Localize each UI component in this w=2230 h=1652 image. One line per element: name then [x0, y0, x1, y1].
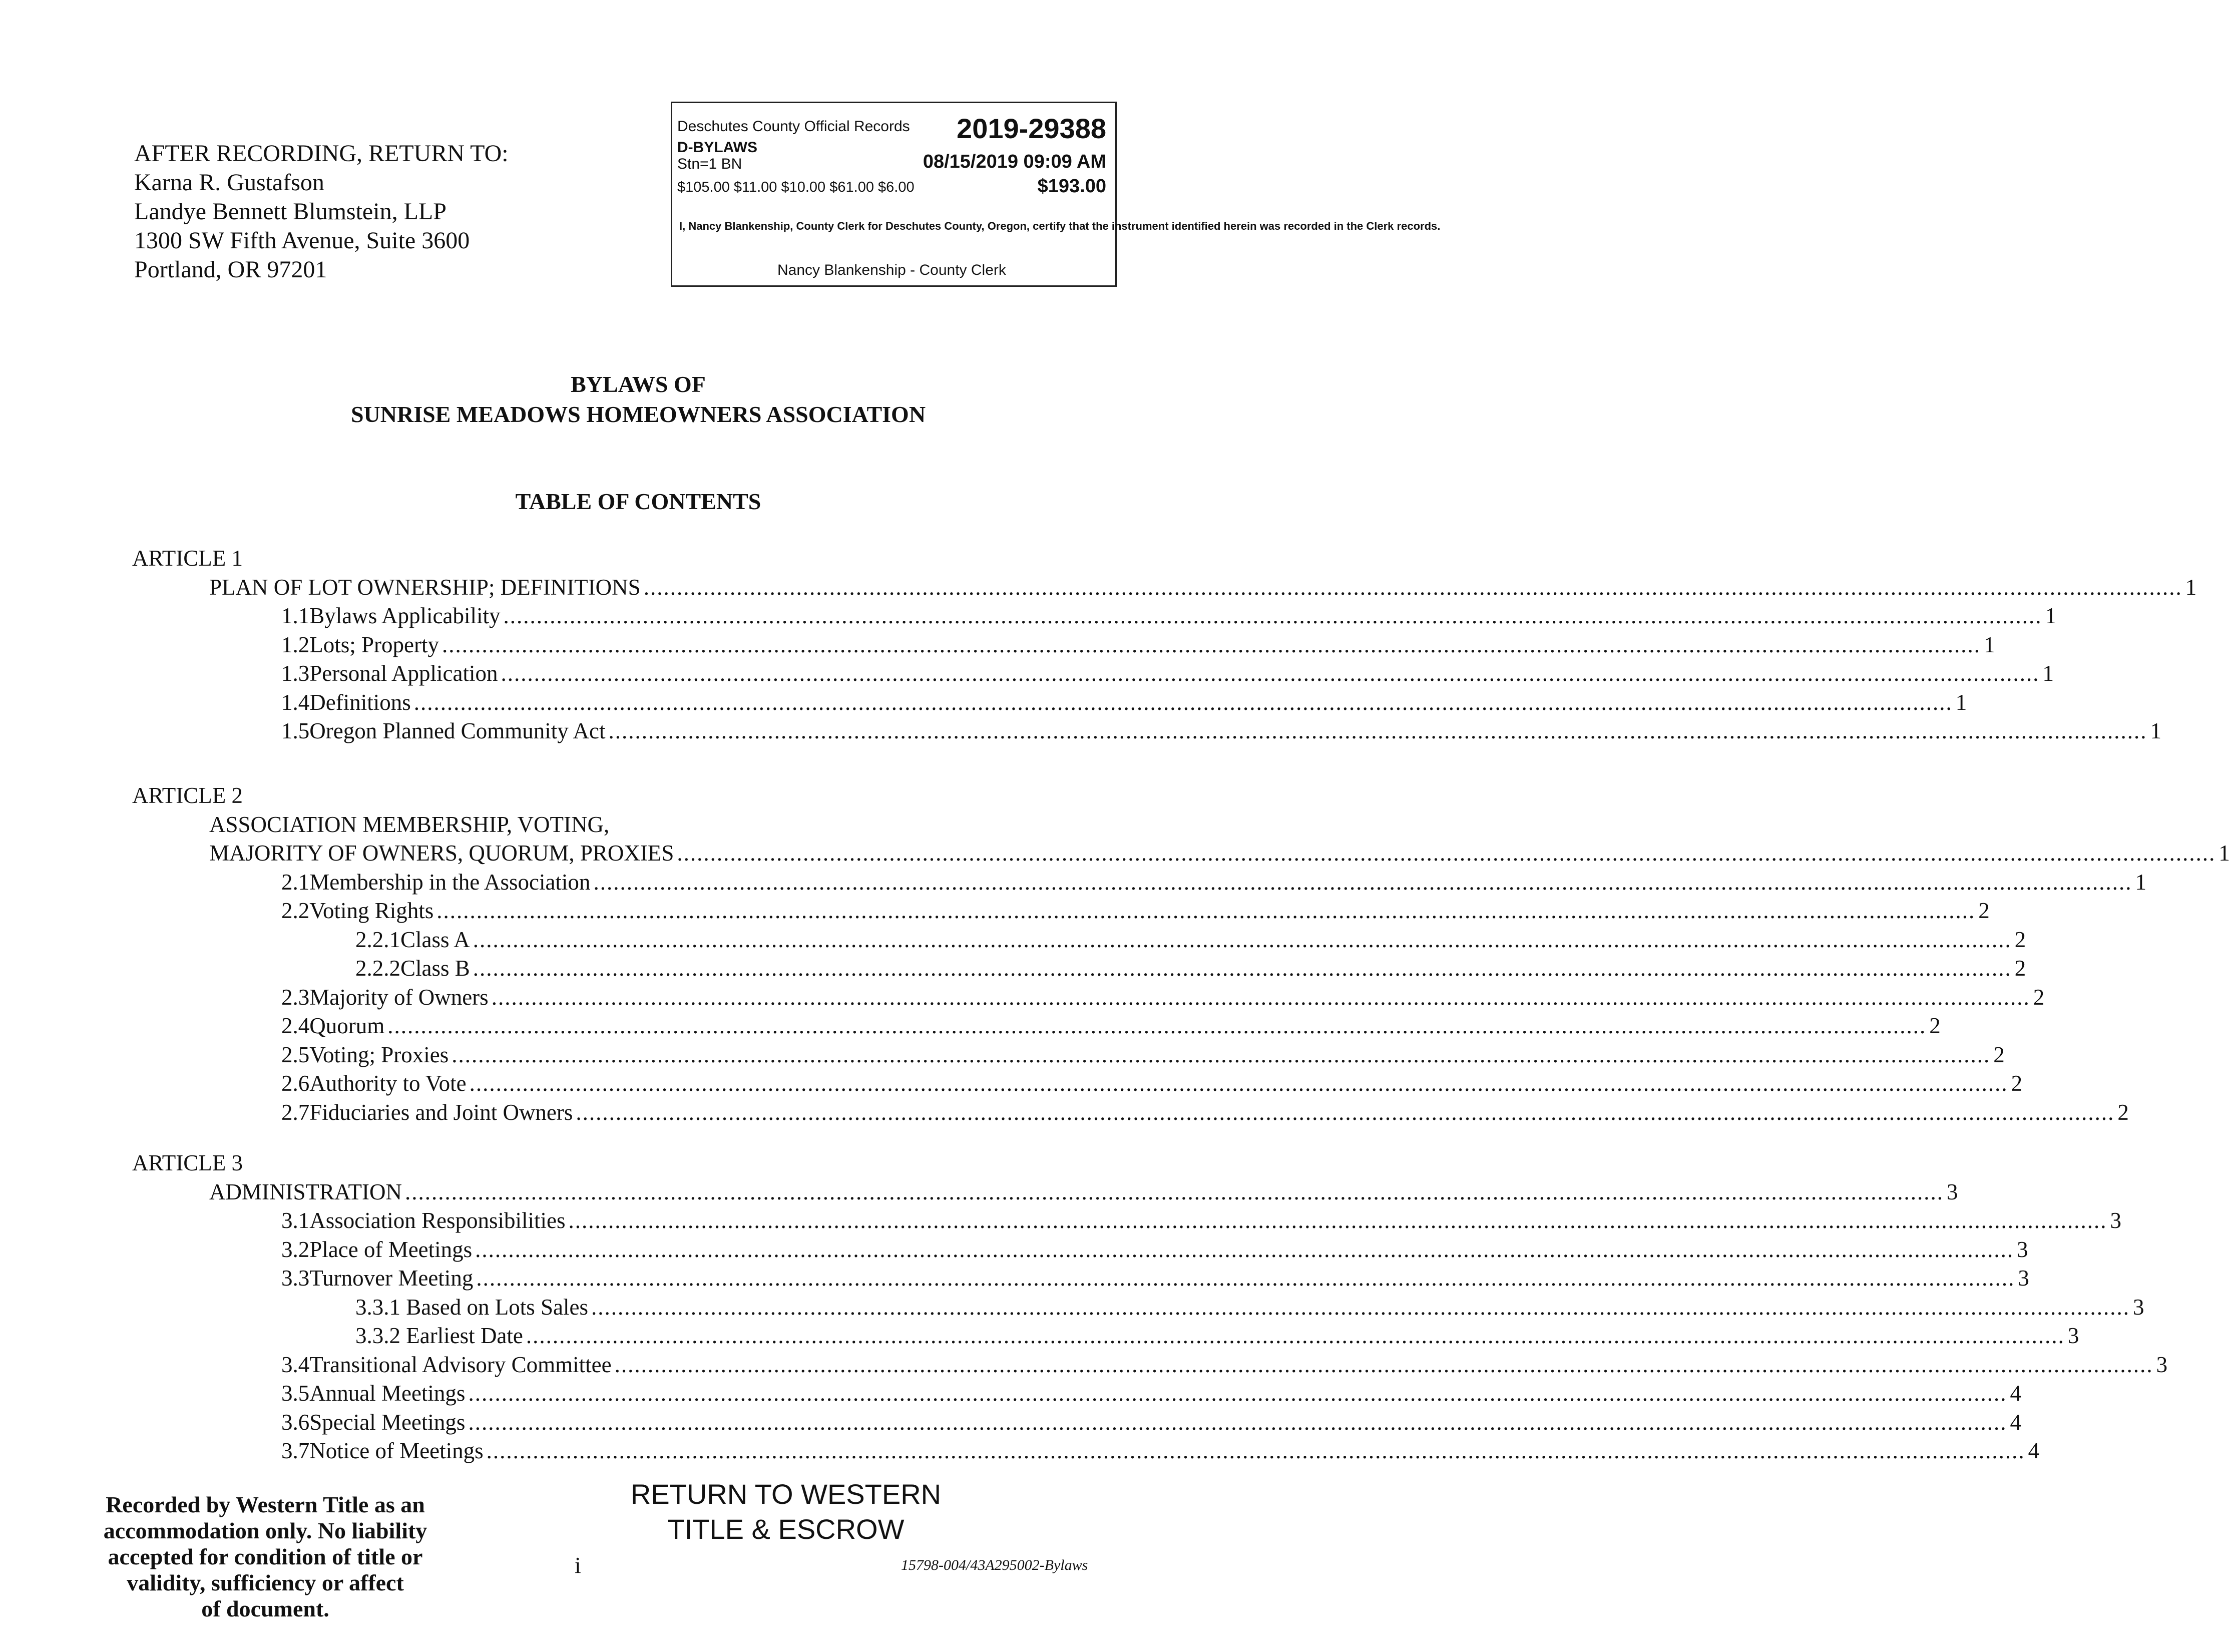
page-ref: 2	[2014, 956, 2026, 981]
toc-section-entry[interactable]	[281, 631, 1995, 658]
toc-section-entry[interactable]	[281, 1380, 2021, 1407]
toc-section-entry[interactable]	[281, 1070, 2023, 1097]
dot-leader	[487, 1437, 2025, 1464]
toc-section-entry[interactable]	[281, 1236, 2028, 1263]
section-number: 2.2	[281, 898, 310, 923]
section-number: 3.3.2	[355, 1323, 400, 1348]
return-address-block	[134, 139, 509, 284]
toc-section-entry[interactable]	[281, 717, 2161, 744]
section-label: Voting; Proxies	[309, 1042, 449, 1067]
page-ref: 2	[1978, 898, 1990, 923]
article-heading: ARTICLE 2	[132, 783, 243, 808]
dot-leader	[593, 869, 2132, 896]
toc-section-entry[interactable]	[281, 689, 1967, 716]
article-title: MAJORITY OF OWNERS, QUORUM, PROXIES	[209, 841, 674, 866]
dot-leader	[677, 840, 2215, 867]
section-number: 1.4	[281, 689, 310, 715]
dot-leader	[468, 1380, 2007, 1407]
page-ref: 2	[1929, 1013, 1941, 1038]
disclaimer-line: accommodation only. No liability	[103, 1518, 427, 1543]
recording-doc-type: D-BYLAWS	[677, 139, 757, 156]
section-number: 2.3	[281, 984, 310, 1010]
page-ref: 3	[2017, 1236, 2028, 1262]
section-number: 3.1	[281, 1208, 310, 1233]
page-ref: 4	[2010, 1409, 2021, 1435]
return-line: Karna R. Gustafson	[134, 169, 324, 196]
dot-leader	[576, 1099, 2114, 1126]
disclaimer-line: validity, sufficiency or affect	[127, 1570, 404, 1595]
section-label: Bylaws Applicability	[309, 603, 501, 628]
section-number: 1.5	[281, 718, 310, 743]
section-label: Majority of Owners	[309, 984, 489, 1010]
section-label: Lots; Property	[309, 632, 439, 657]
section-number: 3.3	[281, 1266, 310, 1291]
section-number: 2.1	[281, 869, 310, 895]
toc-section-entry[interactable]	[281, 984, 2045, 1011]
recording-number: 2019-29388	[957, 113, 1106, 144]
recording-station: Stn=1 BN	[677, 156, 742, 172]
section-number: 2.5	[281, 1042, 310, 1067]
section-number: 2.7	[281, 1099, 310, 1125]
dot-leader	[615, 1351, 2153, 1378]
section-label: Based on Lots Sales	[406, 1294, 588, 1320]
toc-section-entry[interactable]	[281, 1265, 2029, 1292]
section-label: Membership in the Association	[309, 869, 591, 895]
section-number: 1.1	[281, 603, 310, 628]
toc-section-entry[interactable]	[281, 1207, 2121, 1234]
document-code: 15798-004/43A295002-Bylaws	[901, 1557, 1088, 1573]
section-number: 3.4	[281, 1352, 310, 1377]
dot-leader	[492, 984, 2030, 1011]
page-ref: 2	[2011, 1071, 2023, 1096]
section-number: 2.2.2	[355, 956, 400, 981]
dot-leader	[452, 1041, 1990, 1068]
page-ref: 2	[2033, 984, 2045, 1010]
recording-signature: Nancy Blankenship - County Clerk	[777, 262, 1006, 278]
toc-section-entry[interactable]	[281, 1012, 1941, 1039]
dot-leader	[442, 631, 1981, 658]
stamp-line: RETURN TO WESTERN	[630, 1478, 942, 1510]
section-label: Authority to Vote	[309, 1071, 467, 1096]
page-ref: 4	[2028, 1438, 2040, 1463]
page-ref: 3	[1946, 1179, 1958, 1204]
toc-section-entry[interactable]	[355, 1294, 2144, 1321]
page-ref: 3	[2067, 1323, 2079, 1348]
toc-section-entry[interactable]	[281, 1409, 2021, 1436]
section-label: Voting Rights	[309, 898, 434, 923]
recording-datetime: 08/15/2019 09:09 AM	[923, 151, 1106, 172]
section-number: 3.3.1	[355, 1294, 400, 1320]
section-label: Association Responsibilities	[309, 1208, 566, 1233]
toc-heading: TABLE OF CONTENTS	[515, 489, 761, 514]
article-title: ASSOCIATION MEMBERSHIP, VOTING,	[209, 811, 610, 837]
page-ref: 2	[2117, 1099, 2129, 1125]
page-ref: 1	[2218, 841, 2230, 866]
article-title-entry[interactable]	[209, 1178, 1958, 1205]
disclaimer-line: of document.	[201, 1596, 329, 1621]
toc-section-entry[interactable]	[355, 955, 2026, 982]
section-number: 1.3	[281, 661, 310, 686]
toc-section-entry[interactable]	[281, 1041, 2005, 1068]
section-label: Personal Application	[309, 661, 498, 686]
page-ref: 1	[1955, 689, 1967, 715]
section-number: 3.6	[281, 1409, 310, 1435]
toc-section-entry[interactable]	[281, 1099, 2129, 1126]
dot-leader	[470, 1070, 2008, 1097]
article-title-entry[interactable]	[209, 840, 2230, 867]
page-ref: 2	[2014, 927, 2026, 952]
dot-leader	[501, 660, 2039, 687]
western-title-disclaimer	[85, 1492, 445, 1622]
recording-total: $193.00	[1037, 176, 1106, 197]
section-number: 2.4	[281, 1013, 310, 1038]
page-ref: 3	[2132, 1294, 2144, 1320]
page-ref: 1	[2045, 603, 2056, 628]
section-label: Class A	[400, 927, 470, 952]
article-heading: ARTICLE 1	[132, 546, 243, 571]
page-number: i	[575, 1552, 581, 1578]
section-label: Annual Meetings	[309, 1381, 466, 1406]
dot-leader	[405, 1178, 1944, 1205]
dot-leader	[644, 574, 2182, 601]
section-number: 2.6	[281, 1071, 310, 1096]
spacer	[400, 1322, 406, 1349]
dot-leader	[591, 1294, 2130, 1321]
page-ref: 3	[2018, 1266, 2029, 1291]
dot-leader	[473, 955, 2012, 982]
section-label: Oregon Planned Community Act	[309, 718, 606, 743]
dot-leader	[468, 1409, 2007, 1436]
stamp-line: TITLE & ESCROW	[667, 1513, 905, 1545]
dot-leader	[526, 1322, 2065, 1349]
dot-leader	[475, 1236, 2014, 1263]
toc-section-entry[interactable]	[281, 660, 2054, 687]
section-number: 2.2.1	[355, 927, 400, 952]
article-heading: ARTICLE 3	[132, 1150, 243, 1175]
toc-section-entry[interactable]	[355, 926, 2026, 953]
section-label: Fiduciaries and Joint Owners	[309, 1099, 573, 1125]
spacer	[400, 1294, 406, 1321]
dot-leader	[436, 897, 1975, 924]
page-ref: 3	[2110, 1208, 2121, 1233]
dot-leader	[503, 602, 2042, 629]
dot-leader	[473, 926, 2012, 953]
section-label: Place of Meetings	[309, 1236, 473, 1262]
toc-section-entry[interactable]	[281, 897, 1990, 924]
toc-section-entry[interactable]	[281, 1351, 2168, 1378]
page-ref: 1	[2135, 869, 2146, 895]
section-label: Definitions	[309, 689, 411, 715]
section-label: Class B	[400, 956, 470, 981]
section-label: Special Meetings	[309, 1409, 466, 1435]
return-heading: AFTER RECORDING, RETURN TO:	[134, 140, 509, 167]
section-number: 3.5	[281, 1381, 310, 1406]
section-label: Turnover Meeting	[309, 1266, 474, 1291]
dot-leader	[387, 1012, 1926, 1039]
return-line: Landye Bennett Blumstein, LLP	[134, 198, 447, 225]
section-number: 1.2	[281, 632, 310, 657]
section-label: Quorum	[309, 1013, 385, 1038]
dot-leader	[414, 689, 1953, 716]
section-number: 3.2	[281, 1236, 310, 1262]
toc-section-entry[interactable]	[281, 602, 2056, 629]
disclaimer-line: accepted for condition of title or	[108, 1544, 423, 1569]
page-ref: 1	[2150, 718, 2161, 743]
return-line: Portland, OR 97201	[134, 256, 327, 283]
article-title-entry[interactable]	[209, 574, 2197, 601]
recording-certification: I, Nancy Blankenship, County Clerk for Deschutes County, Oregon, certify that the instrument identified herein was recorded in the Clerk records.	[679, 220, 1441, 232]
page-ref: 1	[1983, 632, 1995, 657]
recording-fees: $105.00 $11.00 $10.00 $61.00 $6.00	[677, 179, 915, 195]
page-ref: 2	[1993, 1042, 2005, 1067]
toc-section-entry[interactable]	[281, 1437, 2040, 1464]
article-title: PLAN OF LOT OWNERSHIP; DEFINITIONS	[209, 574, 641, 600]
page-ref: 4	[2010, 1381, 2021, 1406]
return-line: 1300 SW Fifth Avenue, Suite 3600	[134, 227, 470, 254]
page-ref: 1	[2185, 574, 2197, 600]
section-label: Earliest Date	[406, 1323, 523, 1348]
disclaimer-line: Recorded by Western Title as an	[106, 1492, 425, 1517]
recording-county: Deschutes County Official Records	[677, 118, 910, 135]
toc-section-entry[interactable]	[355, 1322, 2079, 1349]
return-stamp	[616, 1477, 956, 1547]
article-title: ADMINISTRATION	[209, 1179, 402, 1204]
section-label: Transitional Advisory Committee	[309, 1352, 612, 1377]
dot-leader	[476, 1265, 2015, 1292]
dot-leader	[608, 717, 2147, 744]
toc-section-entry[interactable]	[281, 869, 2146, 896]
page-ref: 3	[2156, 1352, 2168, 1377]
section-number: 3.7	[281, 1438, 310, 1463]
document-title-line2: SUNRISE MEADOWS HOMEOWNERS ASSOCIATION	[350, 401, 926, 427]
document-title-line1: BYLAWS OF	[571, 371, 706, 397]
dot-leader	[569, 1207, 2107, 1234]
page-ref: 1	[2042, 661, 2054, 686]
section-label: Notice of Meetings	[309, 1438, 484, 1463]
recording-stamp-box	[671, 102, 1441, 287]
